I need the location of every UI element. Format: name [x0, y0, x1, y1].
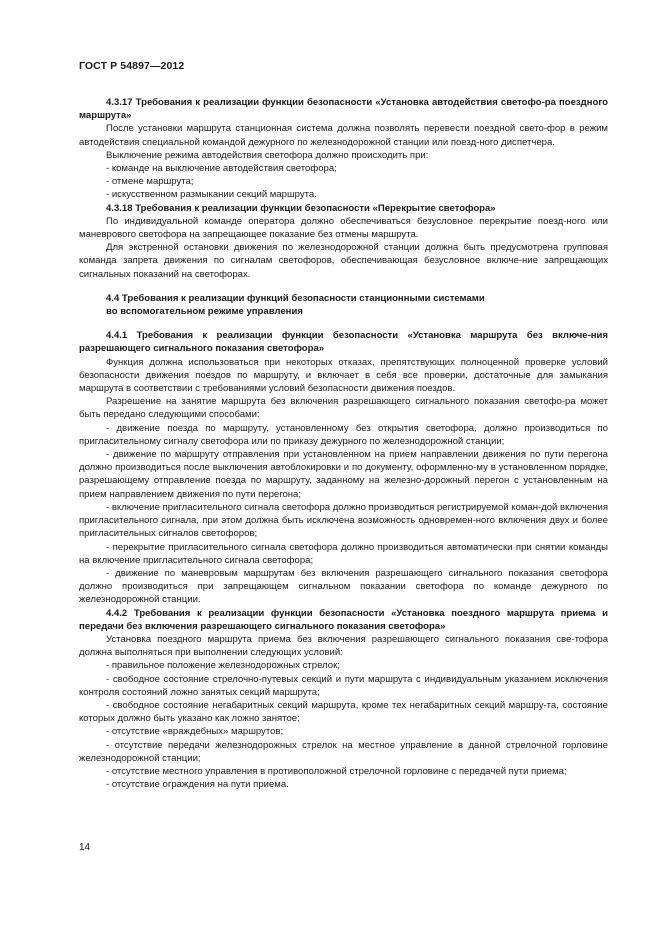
- section-4-3-18-heading: [79, 202, 608, 215]
- list-item: - отсутствие местного управления в противоположной стрелочной горловине с передачей пути приема;: [106, 765, 567, 777]
- list-item: - команде на выключение автодействия светофора;: [106, 163, 337, 175]
- section-heading-line: 4.4 Требования к реализации функций безопасности станционными системами: [106, 292, 485, 304]
- section-4-4-1-heading: [79, 329, 608, 355]
- list-item: - отсутствие «враждебных» маршрутов;: [106, 726, 284, 738]
- list-item: - свободное состояние стрелочно-путевых секций и пути маршрута с индивидуальным указанием исключения контроля состояний ложно занятых секций маршрута;: [79, 673, 608, 698]
- heading-number: 4.4.1: [106, 330, 128, 342]
- heading-number: 4.4.2: [106, 607, 128, 619]
- heading-text: Требования к реализации функции безопасности «Установка маршрута без включе-ния разрешающего сигнального показания светофора»: [79, 330, 608, 355]
- heading-text: Требования к реализации функции безопасности «Установка автодействия светофо-ра поездного маршрута»: [79, 97, 608, 122]
- section-4-4-2-heading: [79, 607, 608, 633]
- paragraph: Установка поездного маршрута приема без включения разрешающего сигнального показания све-тофора должна выполняться при выполнении следующих условий:: [79, 633, 608, 659]
- page-number: 14: [79, 842, 91, 853]
- paragraph: Разрешение на занятие маршрута без включения разрешающего сигнального показания светофо-ра может быть передано следующими способами:: [79, 396, 608, 421]
- list-item: - перекрытие пригласительного сигнала светофора должно производиться автоматически при снятии команды на включение пригласительного сигнала светофора;: [79, 541, 608, 566]
- list-item: - движение поезда по маршруту, установленному без открытия светофора, должно производиться по пригласительному сигналу светофора или по приказу дежурного по железнодорожной станции;: [79, 422, 608, 447]
- page-body: [79, 96, 608, 791]
- list-item: - движение по маневровым маршрутам без включения разрешающего сигнального показания светофора должно производиться при запрещающем сигнальном показании светофора по команде дежурного по железнодорожной станции.: [79, 567, 608, 606]
- heading-text: Требования к реализации функции безопасности «Установка поездного маршрута приема и передачи без включения разрешающего сигнального показания светофора»: [79, 607, 608, 632]
- list-item: - включение пригласительного сигнала светофора должно производиться регистрируемой коман-дой включения пригласительного сигнала, при этом должна быть исключена возможность одновремен-ного включения двух и более пригласительных сигналов светофоров;: [79, 501, 608, 540]
- paragraph: После установки маршрута станционная система должна позволять перевести поездной свето-фор в режим автодействия специальной командой дежурного по железнодорожной станции или поезд-ного диспетчера.: [79, 123, 608, 148]
- list-item: - отсутствие ограждения на пути приема.: [106, 779, 289, 791]
- paragraph: Функция должна использоваться при некоторых отказах, препятствующих полноценной проверке условий безопасности движения поездов по маршруту, и включает в себя все проверки, достаточные для замыкания маршрута в соответствии с требованиями условий безопасности движения поездов.: [79, 356, 608, 395]
- list-item: - правильное положение железнодорожных стрелок;: [106, 660, 340, 672]
- paragraph: Для экстренной остановки движения по железнодорожной станции должна быть предусмотрена групповая команда запрета движения по сигналам светофоров, обеспечивающая безусловное включе-ние запрещающих сигнальных показаний на светофорах.: [79, 242, 608, 280]
- section-4-4-heading: [106, 292, 608, 318]
- list-item: - отсутствие передачи железнодорожных стрелок на местное управление в данной стрелочной горловине железнодорожной станции;: [79, 739, 608, 764]
- list-item: - отмене маршрута;: [106, 176, 194, 188]
- paragraph: По индивидуальной команде оператора должно обеспечиваться безусловное перекрытие поезд-ного или маневрового светофора на запрещающее показание без отмены маршрута.: [79, 215, 608, 241]
- document-header: ГОСТ Р 54897—2012: [79, 60, 185, 72]
- list-item: - искусственном размыкании секций маршрута.: [106, 189, 317, 201]
- heading-number: 4.3.17: [106, 97, 133, 108]
- heading-text: Требования к реализации функции безопасности «Перекрытие светофора»: [135, 202, 496, 214]
- paragraph: Выключение режима автодействия светофора должно происходить при:: [106, 149, 429, 161]
- section-heading-line: во вспомогательном режиме управления: [106, 306, 303, 318]
- heading-number: 4.3.18: [106, 202, 133, 214]
- list-item: - свободное состояние негабаритных секций маршрута, кроме тех негабаритных секций маршру-та, состояние которых должно быть указано как ложно занятое;: [79, 699, 608, 725]
- section-4-3-17-heading: [79, 96, 608, 122]
- list-item: - движение по маршруту отправления при установленном на прием направлении движения по пути перегона должно производиться после выключения автоблокировки и по документу, оформленно-му в установленном порядке, разрешающему отправление поезда по маршруту, заданному на железно-дорожный перегон с установленным на прием направлением движения по пути перегона;: [79, 449, 608, 500]
